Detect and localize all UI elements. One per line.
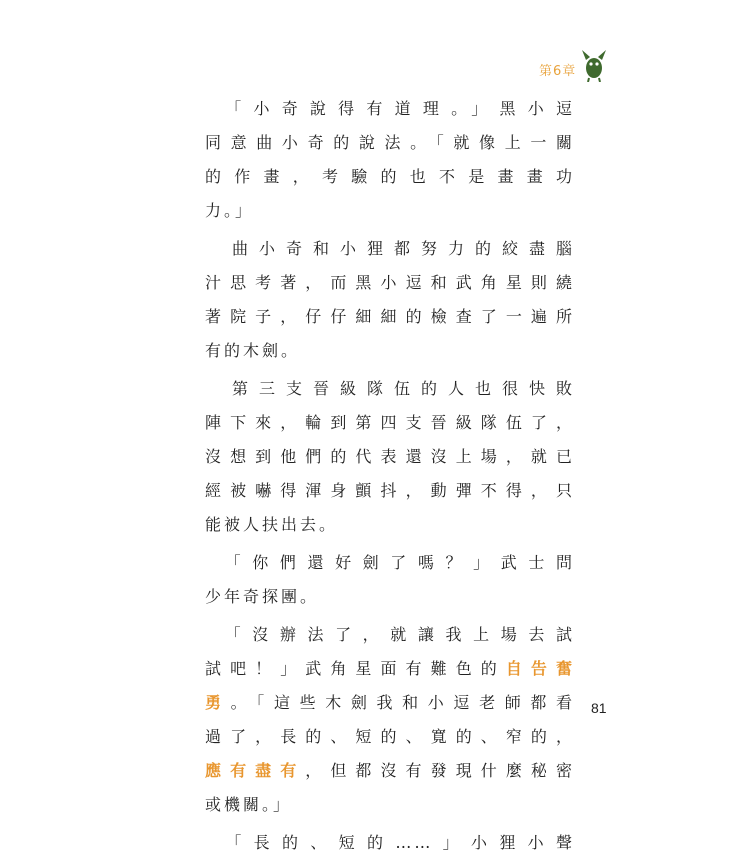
text-line xyxy=(205,406,575,440)
text-line xyxy=(205,474,575,508)
text-segment: 。「這些木劍我和小逗老師都看 xyxy=(230,693,575,712)
text-line xyxy=(205,266,575,300)
text-line xyxy=(205,372,575,406)
chapter-label: 第6章 xyxy=(539,64,577,79)
text-segment: 試吧！」武角星面有難色的 xyxy=(205,659,506,678)
text-line xyxy=(205,92,575,126)
text-segment: 的作畫，考驗的也不是畫畫功 xyxy=(205,167,575,186)
text-line xyxy=(205,160,575,194)
highlighted-phrase: 應有盡有 xyxy=(205,761,306,780)
text-segment: 或機關。」 xyxy=(205,795,293,814)
text-segment: 著院子，仔仔細細的檢查了一遍所 xyxy=(205,307,575,326)
text-segment: 過了，長的、短的、寬的、窄的， xyxy=(205,727,575,746)
text-line xyxy=(205,126,575,160)
text-segment: 有的木劍。 xyxy=(205,341,301,360)
text-line xyxy=(205,754,575,788)
text-segment: 經被嚇得渾身顫抖，動彈不得，只 xyxy=(205,481,575,500)
text-line xyxy=(205,686,575,720)
text-line xyxy=(205,232,575,266)
text-segment: 沒想到他們的代表還沒上場，就已 xyxy=(205,447,575,466)
text-segment: 第三支晉級隊伍的人也很快敗 xyxy=(205,379,575,398)
highlighted-phrase: 勇 xyxy=(205,693,231,712)
text-segment: 汁思考著，而黑小逗和武角星則繞 xyxy=(205,273,575,292)
text-segment: 「你們還好劍了嗎？」武士問 xyxy=(205,553,575,572)
text-segment: 「長的、短的……」小狸小聲 xyxy=(205,833,575,852)
text-line xyxy=(205,440,575,474)
text-segment: 陣下來，輪到第四支晉級隊伍了， xyxy=(205,413,575,432)
text-segment: 同意曲小奇的說法。「就像上一關 xyxy=(205,133,575,152)
text-line xyxy=(205,618,575,652)
body-text xyxy=(205,92,575,860)
text-line xyxy=(205,788,575,822)
text-line xyxy=(205,580,575,614)
mascot-icon xyxy=(580,48,608,82)
highlighted-phrase: 自告奮 xyxy=(505,659,575,678)
text-line xyxy=(205,720,575,754)
text-line xyxy=(205,194,575,228)
text-line xyxy=(205,508,575,542)
text-line xyxy=(205,546,575,580)
text-segment: 「小奇說得有道理。」黑小逗 xyxy=(205,99,575,118)
text-segment: 力。」 xyxy=(205,201,255,220)
text-segment: ，但都沒有發現什麼秘密 xyxy=(305,761,575,780)
text-line xyxy=(205,300,575,334)
text-segment: 曲小奇和小狸都努力的絞盡腦 xyxy=(205,239,575,258)
text-line xyxy=(205,652,575,686)
text-segment: 能被人扶出去。 xyxy=(205,515,339,534)
text-line xyxy=(205,334,575,368)
text-line xyxy=(205,826,575,860)
page-number: 81 xyxy=(591,700,607,716)
text-segment: 少年奇探團。 xyxy=(205,587,320,606)
text-segment: 「沒辦法了，就讓我上場去試 xyxy=(205,625,575,644)
